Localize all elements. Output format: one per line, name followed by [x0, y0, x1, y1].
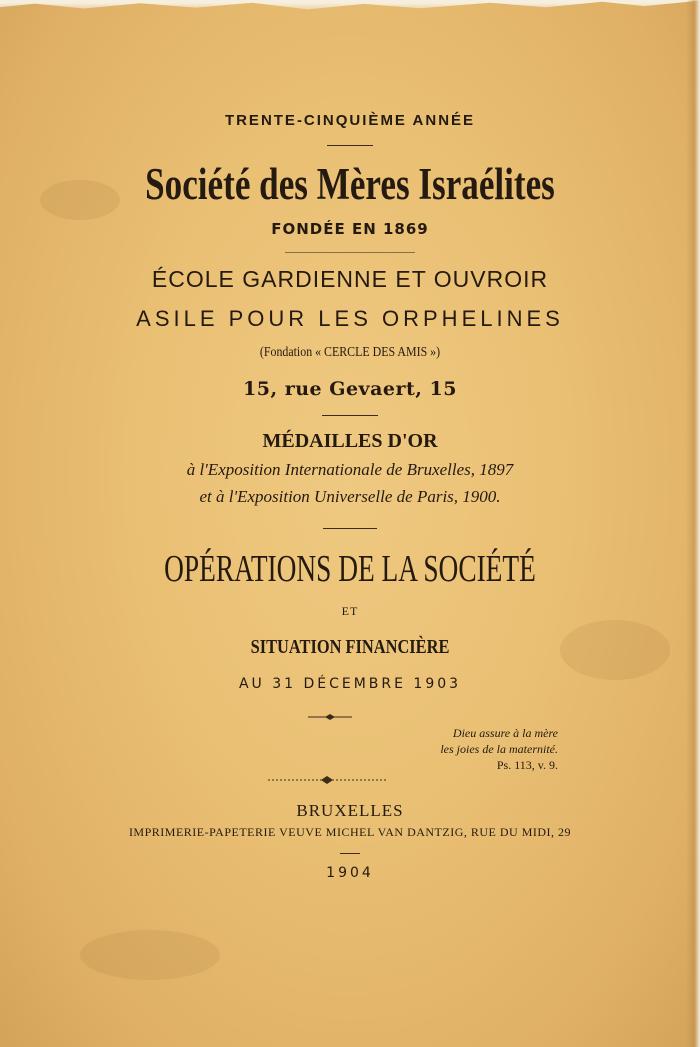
institution-line-2: ASILE POUR LES ORPHELINES [136, 306, 564, 331]
report-subtitle: SITUATION FINANCIÈRE [250, 636, 450, 658]
report-date: AU 31 DÉCEMBRE 1903 [238, 676, 462, 692]
epigraph-line-1: Dieu assure à la mère [452, 726, 558, 740]
epigraph-reference: Ps. 113, v. 9. [496, 758, 558, 772]
institution-line-1: ÉCOLE GARDIENNE ET OUVROIR [151, 266, 549, 292]
report-title: OPÉRATIONS DE LA SOCIÉTÉ [164, 548, 536, 590]
divider [340, 853, 360, 854]
year-label: TRENTE-CINQUIÈME ANNÉE [224, 112, 476, 129]
divider [322, 415, 378, 416]
report-conjunction: ET [341, 604, 359, 618]
epigraph-line-2: les joies de la maternité. [440, 742, 558, 756]
awards-heading: MÉDAILLES D'OR [262, 430, 438, 452]
award-line-1: à l'Exposition Internationale de Bruxelles, 1897 [186, 460, 514, 479]
imprint-city: BRUXELLES [296, 801, 404, 820]
society-title: Société des Mères Israélites [145, 159, 555, 209]
torn-edge [0, 0, 700, 16]
ornament-rule [268, 774, 386, 786]
imprint-year: 1904 [326, 865, 374, 881]
award-line-2: et à l'Exposition Universelle de Paris, 1900. [199, 487, 501, 506]
paper-stain [80, 930, 220, 980]
page-edge [686, 0, 700, 1047]
epigraph [318, 725, 558, 773]
divider [323, 528, 377, 529]
divider [285, 252, 415, 253]
address: 15, rue Gevaert, 15 [243, 378, 457, 400]
imprint-printer: IMPRIMERIE-PAPETERIE VEUVE MICHEL VAN DANTZIG, RUE DU MIDI, 29 [128, 825, 572, 839]
founded-label: FONDÉE EN 1869 [271, 220, 429, 238]
foundation-note: (Fondation « CERCLE DES AMIS ») [259, 345, 441, 360]
ornament-rule [308, 712, 352, 722]
divider [327, 145, 373, 146]
